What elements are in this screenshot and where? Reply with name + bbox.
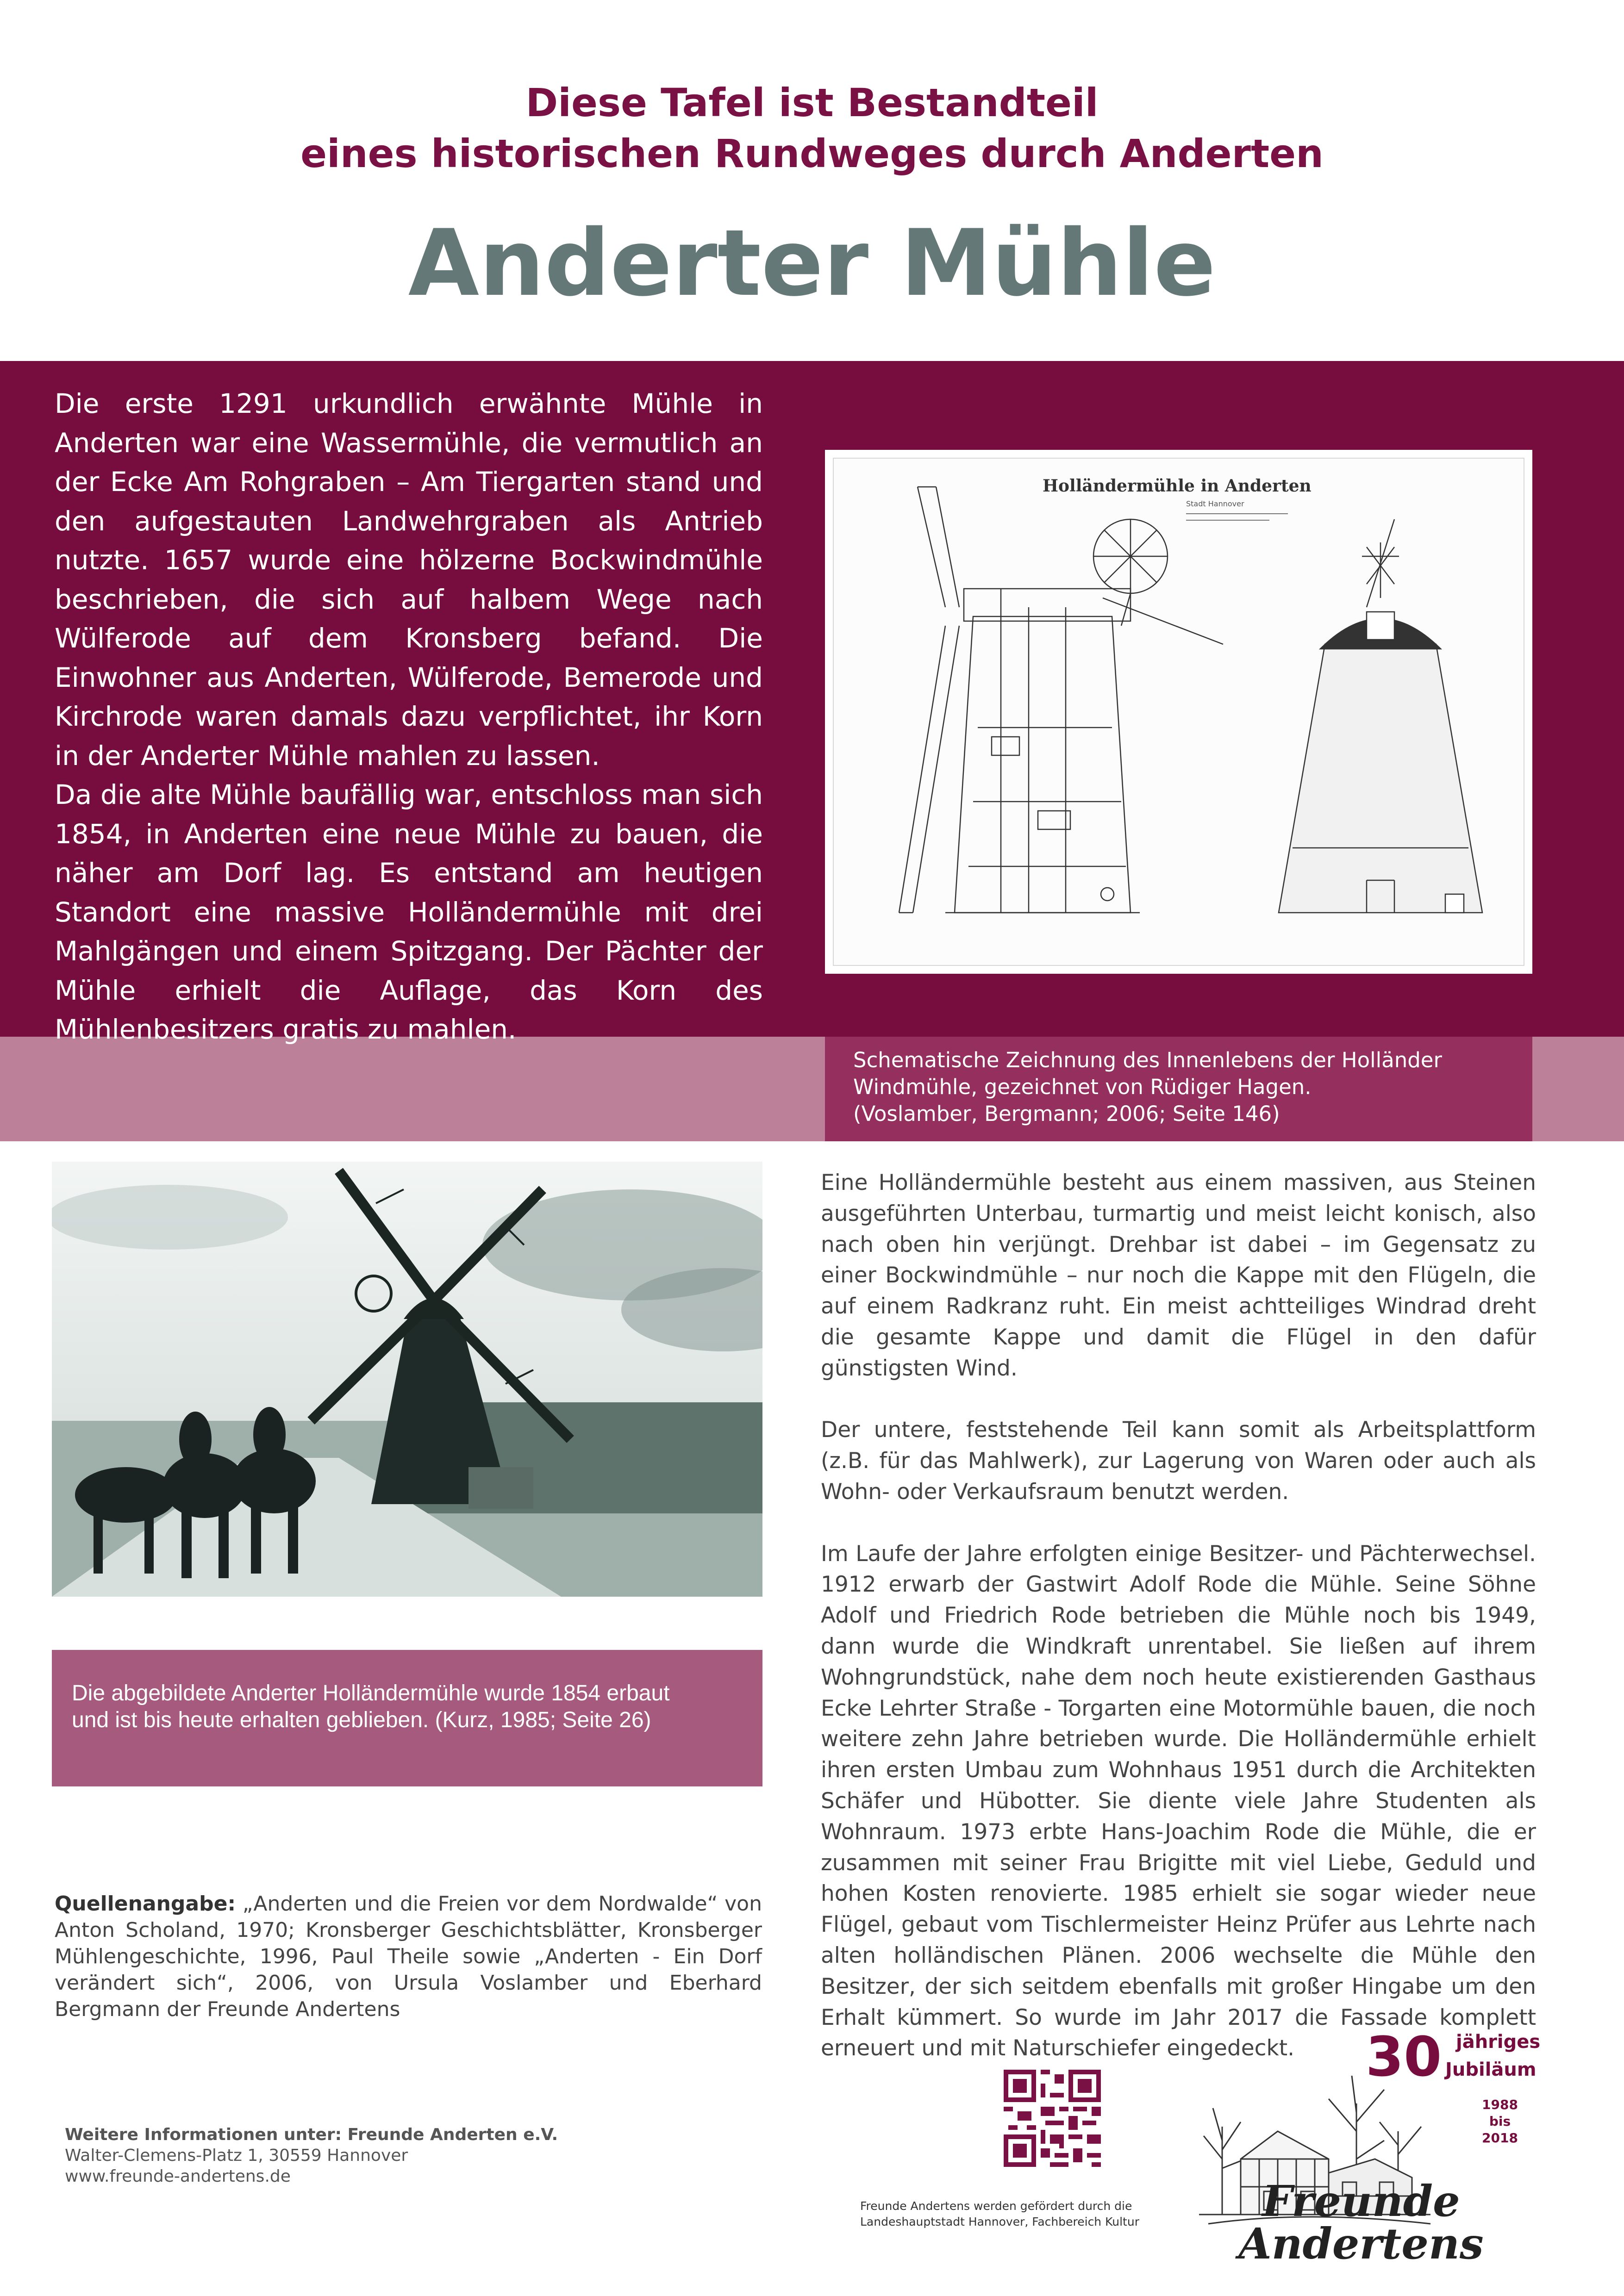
qr-code-icon[interactable] [1004,2070,1101,2167]
body-paragraph-3: Im Laufe der Jahre erfolgten einige Besitzer- und Pächterwechsel. 1912 erwarb der Gastwirt Adolf Rode die Mühle. Seine Söhne Adolf und Friedrich Rode betrieben die Mühle noch bis 1949, dann wurde die Windkraft unrentabel. Sie ließen auf ihrem Wohngrundstück, nahe dem noch heute existierenden Gasthaus Ecke Lehrter Straße - Torgarten eine Motormühle bauen, die noch weitere zehn Jahre betrieben wurde. Die Holländermühle erhielt ihren ersten Umbau zum Wohnhaus 1951 durch die Architekten Schäfer und Hübotter. Sie diente viele Jahre Studenten als Wohnraum. 1973 erbte Hans-Joachim Rode die Mühle, die er zusammen mit seiner Frau Brigitte mit viel Liebe, Geduld und hohen Kosten renovierte. 1985 erhielt sie sogar wieder neue Flügel, gebaut vom Tischlermeister Heinz Prüfer aus Lehrte nach alten holländischen Plänen. 2006 wechselte die Mühle den Besitzer, der sich seitdem ebenfalls mit großer Hingabe um den Erhalt kümmert. So wurde im Jahr 2017 die Fassade komplett erneuert und mit Naturschiefer eingedeckt. [821,1541,1536,2061]
logo-word-jaehriges: jähriges [1456,2031,1541,2053]
photo-caption-line-2: und ist bis heute erhalten geblieben. (Kurz, 1985; Seite 26) [72,1708,651,1732]
page-title: Anderter Mühle [408,210,1216,317]
sketch-subtitle: Stadt Hannover [1186,499,1244,508]
sources [55,1891,762,2022]
sources-label: Quellenangabe: [55,1892,236,1916]
sketch-title: Holländermühle in Anderten [1043,476,1312,496]
historic-mill-photo [52,1162,762,1597]
sources-text: „Anderten und die Freien vor dem Nordwalde“ von Anton Scholand, 1970; Kronsberger Geschichtsblätter, Kronsberger Mühlengeschichte, 1996, Paul Theile sowie „Anderten - Ein Dorf verändert sich“, 2006, von Ursula Voslamber und Eberhard Bergmann der Freunde Andertens [55,1892,762,2021]
logo-year-separator: bis [1489,2114,1511,2129]
body-text [821,1168,1536,2095]
intro-paragraph-2: Da die alte Mühle baufällig war, entschloss man sich 1854, in Anderten eine neue Mühle zu bauen, die näher am Dorf lag. Es entstand am heutigen Standort eine massive Holländermühle mit drei Mahlgängen und einem Spitzgang. Der Pächter der Mühle erhielt die Auflage, das Korn des Mühlenbesitzers gratis zu mahlen. [55,779,763,1045]
logo-name: Freunde Andertens [1238,2176,1484,2269]
sketch-caption-line-3: (Voslamber, Bergmann; 2006; Seite 146) [853,1101,1280,1126]
header-line-1: Diese Tafel ist Bestandteil [525,80,1099,125]
sketch-caption-line-2: Windmühle, gezeichnet von Rüdiger Hagen. [853,1075,1312,1099]
mill-sketch-image [825,450,1532,974]
logo-word-jubilaeum: Jubiläum [1445,2059,1537,2080]
contact-line-1: Weitere Informationen unter: Freunde Anderten e.V. [65,2125,558,2144]
contact-info [65,2124,667,2187]
sponsor-line-1: Freunde Andertens werden gefördert durch die [860,2199,1132,2213]
logo-year-end: 2018 [1482,2130,1518,2146]
intro-text [55,384,763,1049]
header-line-2: eines historischen Rundweges durch Anderten [300,131,1324,176]
sponsor-note [860,2198,1184,2230]
sketch-caption [853,1047,1520,1127]
logo-years [1472,2097,1528,2147]
contact-website-link[interactable]: www.freunde-andertens.de [65,2167,291,2186]
photo-caption [72,1680,752,1734]
contact-address: Walter-Clemens-Platz 1, 30559 Hannover [65,2146,408,2165]
intro-paragraph-1: Die erste 1291 urkundlich erwähnte Mühle in Anderten war eine Wassermühle, die vermutlich an der Ecke Am Rohgraben – Am Tiergarten stand und den aufgestauten Landwehrgraben als Antrieb nutzte. 1657 wurde eine hölzerne Bockwindmühle beschrieben, die sich auf halbem Wege nach Wülferode auf dem Kronsberg befand. Die Einwohner aus Anderten, Wülferode, Bemerode und Kirchrode waren damals dazu verpflichtet, ihr Korn in der Anderter Mühle mahlen zu lassen. [55,388,763,772]
logo-year-start: 1988 [1482,2097,1518,2112]
photo-caption-line-1: Die abgebildete Anderter Holländermühle wurde 1854 erbaut [72,1681,670,1705]
body-paragraph-1: Eine Holländermühle besteht aus einem massiven, aus Steinen ausgeführten Unterbau, turmartig und meist leicht konisch, also nach oben hin verjüngt. Drehbar ist dabei – im Gegensatz zu einer Bockwindmühle – nur noch die Kappe mit den Flügeln, die auf einem Radkranz ruht. Ein meist achtteiliges Windrad dreht die gesamte Kappe und damit die Flügel in den dafür günstigsten Wind. [821,1170,1536,1381]
sponsor-line-2: Landeshauptstadt Hannover, Fachbereich Kultur [860,2215,1139,2228]
body-paragraph-2: Der untere, feststehende Teil kann somit als Arbeitsplattform (z.B. für das Mahlwerk), zur Lagerung von Waren oder auch als Wohn- oder Verkaufsraum benutzt werden. [821,1417,1536,1505]
sketch-caption-line-1: Schematische Zeichnung des Innenlebens der Holländer [853,1048,1442,1072]
logo-number: 30 [1366,2025,1442,2089]
